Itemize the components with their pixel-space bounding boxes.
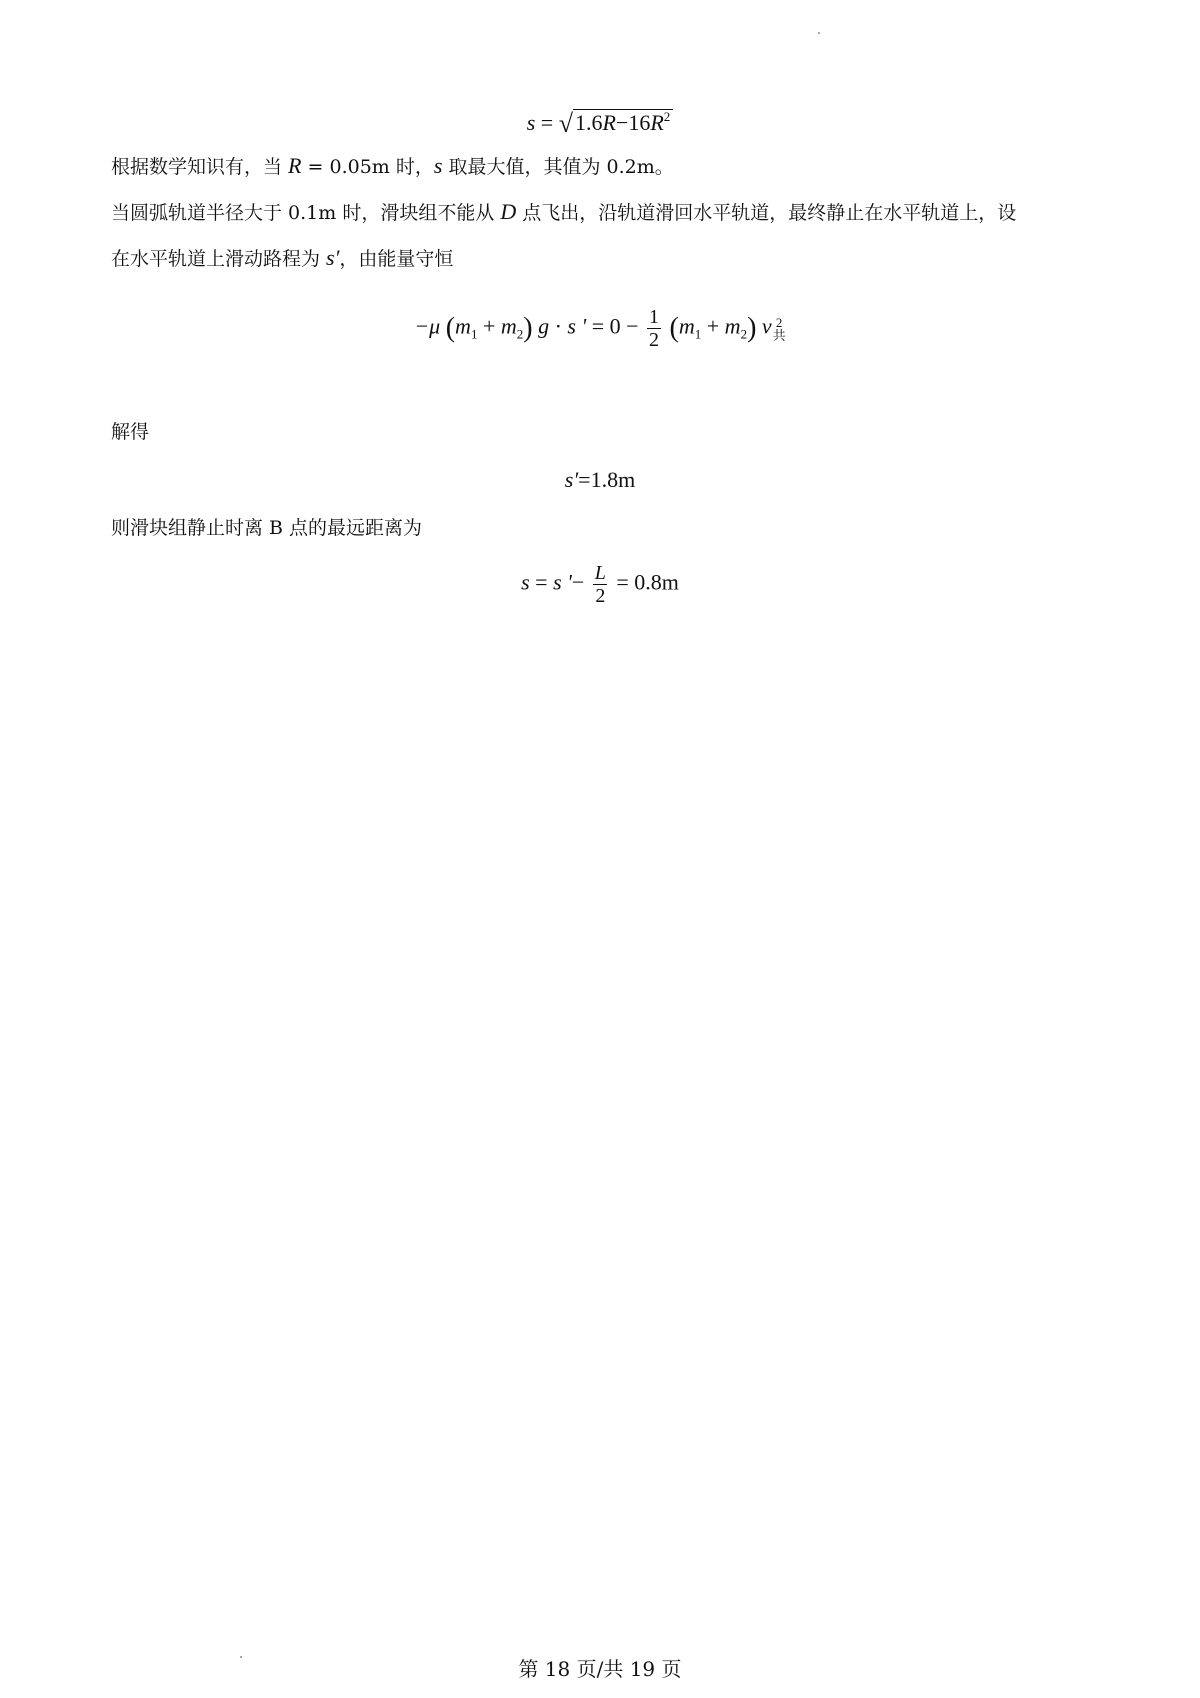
velocity-v: v bbox=[761, 313, 772, 339]
formula-eq: = bbox=[540, 110, 554, 135]
radicand bbox=[573, 109, 673, 135]
fraction-denominator: 2 bbox=[595, 585, 606, 607]
formula-s-prime-result bbox=[0, 467, 1200, 493]
paragraph-max-value bbox=[111, 153, 1101, 180]
text-segment: 点飞出，沿轨道滑回水平轨道，最终静止在水平轨道上，设 bbox=[516, 202, 1017, 224]
subscript-2: 2 bbox=[516, 326, 524, 342]
var-d: D bbox=[500, 199, 517, 224]
formula-lhs: s bbox=[526, 110, 536, 135]
mass-2: m bbox=[500, 313, 517, 339]
coef-b: −16 bbox=[615, 110, 651, 135]
text-segment: = 0.05m 时， bbox=[301, 156, 434, 178]
plus-sign: + bbox=[706, 313, 720, 339]
formula-lhs: s bbox=[521, 569, 530, 595]
exponent: 2 bbox=[663, 109, 671, 124]
subscript-1: 1 bbox=[470, 326, 478, 342]
result-value: = 0.8m bbox=[616, 569, 679, 595]
fraction-denominator: 2 bbox=[649, 329, 660, 351]
formula-s-max bbox=[0, 104, 1200, 137]
paren-close-icon: ) bbox=[523, 312, 533, 344]
scan-speck bbox=[818, 32, 820, 34]
velocity-subscript: 共 bbox=[772, 327, 786, 343]
velocity-sup-sub bbox=[773, 316, 786, 342]
text-segment: 取最大值，其值为 0.2m。 bbox=[442, 156, 674, 178]
result-value: =1.8m bbox=[578, 467, 636, 492]
paragraph-sliding-distance bbox=[111, 245, 1101, 272]
velocity-exponent: 2 bbox=[775, 314, 783, 330]
neg-mu: −μ bbox=[414, 313, 441, 339]
paragraph-radius-condition bbox=[111, 199, 1101, 226]
minus-sign: − bbox=[571, 569, 585, 595]
mass-1: m bbox=[678, 313, 695, 339]
subscript-2: 2 bbox=[740, 326, 748, 342]
gravity-g: g bbox=[538, 313, 550, 339]
page-footer: 第 18 页/共 19 页 bbox=[518, 1657, 682, 1681]
text-segment: ，由能量守恒 bbox=[339, 248, 454, 270]
text-segment: 根据数学知识有，当 bbox=[111, 156, 289, 178]
scan-speck bbox=[240, 1656, 242, 1658]
fraction-numerator: 1 bbox=[649, 306, 660, 328]
plus-sign: + bbox=[482, 313, 496, 339]
mass-1: m bbox=[455, 313, 471, 339]
radical-sign-icon: √ bbox=[558, 109, 573, 138]
paragraph-max-distance: 则滑块组静止时离 B 点的最远距离为 bbox=[111, 517, 423, 539]
mass-2: m bbox=[724, 313, 741, 339]
zero-minus: 0 − bbox=[609, 313, 639, 339]
var-s: s bbox=[433, 153, 443, 178]
paren-open-icon: ( bbox=[669, 312, 679, 344]
text-segment: 在水平轨道上滑动路程为 bbox=[111, 248, 327, 270]
formula-final-distance bbox=[0, 562, 1200, 607]
formula-eq: = bbox=[535, 569, 548, 595]
s-prime: s ' bbox=[567, 313, 587, 339]
var-r: R bbox=[288, 153, 302, 178]
coef-a: 1.6 bbox=[574, 110, 603, 135]
sqrt-expression bbox=[559, 104, 674, 137]
dot-operator: · bbox=[554, 313, 562, 339]
fraction-half bbox=[647, 306, 661, 351]
s-prime: s′ bbox=[564, 467, 579, 492]
fraction-numerator: L bbox=[594, 562, 606, 584]
s-prime: s ' bbox=[553, 569, 572, 595]
paren-close-icon: ) bbox=[747, 312, 757, 344]
formula-energy-conservation bbox=[0, 306, 1200, 351]
subscript-1: 1 bbox=[694, 326, 702, 342]
text-segment: 当圆弧轨道半径大于 0.1m 时，滑块组不能从 bbox=[111, 202, 501, 224]
fraction-l-over-2 bbox=[593, 562, 608, 607]
paragraph-solve: 解得 bbox=[111, 421, 150, 443]
formula-eq: = bbox=[591, 313, 605, 339]
paren-open-icon: ( bbox=[445, 312, 456, 344]
var-b: R bbox=[650, 110, 664, 135]
var-a: R bbox=[602, 110, 616, 135]
var-s-prime: s′ bbox=[326, 245, 340, 270]
